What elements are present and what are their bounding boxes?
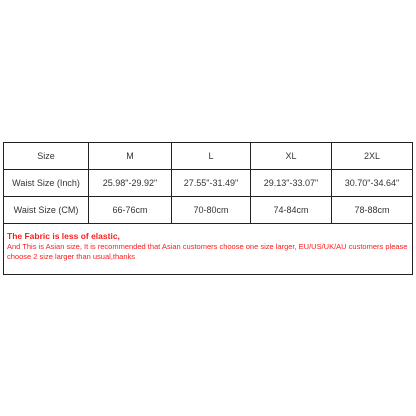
waist-inch-m: 25.98"-29.92" [89,170,172,197]
row-label-waist-inch: Waist Size (Inch) [4,170,89,197]
waist-inch-2xl: 30.70"-34.64" [332,170,413,197]
waist-cm-m: 66-76cm [89,197,172,224]
note-body: And This is Asian size, It is recommended that Asian customers choose one size larger, EU/US/UK/AU customers please choose 2 size larger than usual,thanks [7,242,408,261]
header-2xl: 2XL [332,143,413,170]
note-row [4,224,413,275]
header-m: M [89,143,172,170]
header-row [4,143,413,170]
waist-cm-2xl: 78-88cm [332,197,413,224]
waist-inch-l: 27.55"-31.49" [172,170,251,197]
header-l: L [172,143,251,170]
waist-cm-row [4,197,413,224]
size-note [4,224,413,275]
note-title: The Fabric is less of elastic, [7,231,120,241]
header-xl: XL [251,143,332,170]
waist-cm-l: 70-80cm [172,197,251,224]
waist-cm-xl: 74-84cm [251,197,332,224]
waist-inch-xl: 29.13"-33.07" [251,170,332,197]
waist-inch-row [4,170,413,197]
row-label-waist-cm: Waist Size (CM) [4,197,89,224]
header-size: Size [4,143,89,170]
size-chart-table [3,142,413,275]
